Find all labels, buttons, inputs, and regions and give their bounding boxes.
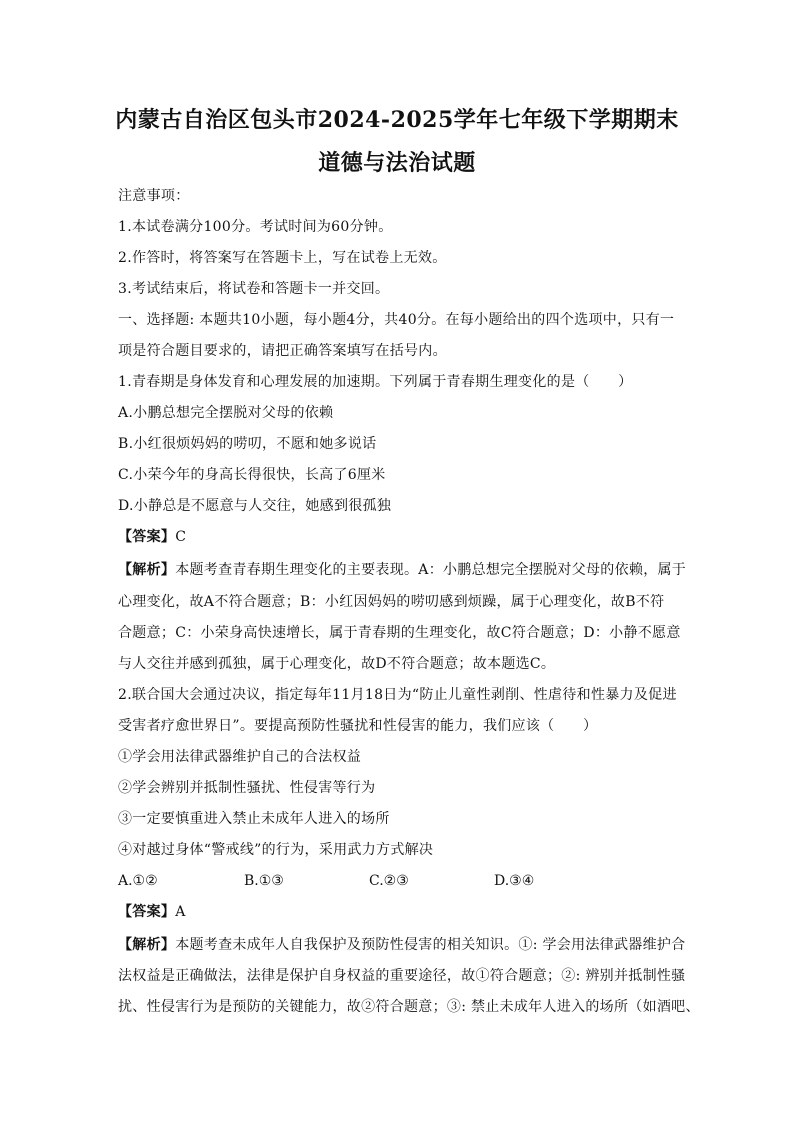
question-2-analysis-line: 扰、性侵害行为是预防的关键能力，故②符合题意；③: 禁止未成年人进入的场所（如酒吧、 xyxy=(118,999,700,1015)
analysis-tag: 【解析】 xyxy=(118,562,176,578)
note-item: 3.考试结束后，将试卷和答题卡一并交回。 xyxy=(118,281,390,297)
question-2-choice-c: C.②③ xyxy=(369,873,409,889)
answer-value: A xyxy=(175,904,186,920)
question-1-analysis-line: 合题意；C：小荣身高快速增长，属于青春期的生理变化，故C符合题意；D：小静不愿意 xyxy=(118,625,681,641)
analysis-text: 本题考查未成年人自我保护及预防性侵害的相关知识。①: 学会用法律武器维护合 xyxy=(175,937,686,953)
question-2-choice-d: D.③④ xyxy=(494,873,535,889)
question-2-analysis-line: 法权益是正确做法，法律是保护自身权益的重要途径，故①符合题意；②: 辨别并抵制性骚 xyxy=(118,968,686,984)
question-2-item-2: ②学会辨别并抵制性骚扰、性侵害等行为 xyxy=(118,780,376,796)
analysis-tag: 【解析】 xyxy=(118,937,176,953)
question-2-stem-cont: 受害者疗愈世界日”。要提高预防性骚扰和性侵害的能力，我们应该（ ） xyxy=(118,718,598,734)
note-item: 1.本试卷满分100分。考试时间为60分钟。 xyxy=(118,219,393,235)
answer-tag: 【答案】 xyxy=(118,904,176,920)
answer-tag: 【答案】 xyxy=(118,529,176,545)
question-2-stem: 2.联合国大会通过决议，指定每年11月18日为“防止儿童性剥削、性虐待和性暴力及促进 xyxy=(118,687,677,703)
notes-heading: 注意事项： xyxy=(118,188,190,204)
question-1-analysis-line: 心理变化，故A不符合题意；B：小红因妈妈的唠叨感到烦躁，属于心理变化，故B不符 xyxy=(118,594,665,610)
document-subtitle: 道德与法治试题 xyxy=(318,150,476,176)
question-2-item-3: ③一定要慎重进入禁止未成年人进入的场所 xyxy=(118,811,390,827)
note-item: 2.作答时，将答案写在答题卡上，写在试卷上无效。 xyxy=(118,250,447,266)
question-2-item-1: ①学会用法律武器维护自己的合法权益 xyxy=(118,749,362,765)
question-2-analysis xyxy=(118,935,686,955)
section-heading-cont: 项是符合题目要求的，请把正确答案填写在括号内。 xyxy=(118,343,447,359)
answer-value: C xyxy=(175,529,187,545)
question-1-option-a: A.小鹏总想完全摆脱对父母的依赖 xyxy=(118,405,334,421)
question-1-answer xyxy=(118,527,678,547)
analysis-text: 本题考查青春期生理变化的主要表现。A：小鹏总想完全摆脱对父母的依赖，属于 xyxy=(175,562,687,578)
question-2-choice-b: B.①③ xyxy=(244,873,284,889)
section-heading: 一、选择题: 本题共10小题，每小题4分，共40分。在每小题给出的四个选项中，只有一 xyxy=(118,312,675,328)
question-1-option-b: B.小红很烦妈妈的唠叨，不愿和她多说话 xyxy=(118,436,377,452)
question-1-option-d: D.小静总是不愿意与人交往，她感到很孤独 xyxy=(118,498,392,514)
document-title: 内蒙古自治区包头市2024-2025学年七年级下学期期末 xyxy=(115,107,679,133)
question-2-item-4: ④对越过身体“警戒线”的行为，采用武力方式解决 xyxy=(118,842,434,858)
question-1-option-c: C.小荣今年的身高长得很快，长高了6厘米 xyxy=(118,467,386,483)
question-2-answer xyxy=(118,902,678,922)
question-2-choice-a: A.①② xyxy=(118,873,158,889)
question-1-analysis-line: 与人交往并感到孤独，属于心理变化，故D不符合题意；故本题选C。 xyxy=(118,656,556,672)
question-1-analysis xyxy=(118,560,687,580)
question-1-stem: 1.青春期是身体发育和心理发展的加速期。下列属于青春期生理变化的是（ ） xyxy=(118,374,633,390)
